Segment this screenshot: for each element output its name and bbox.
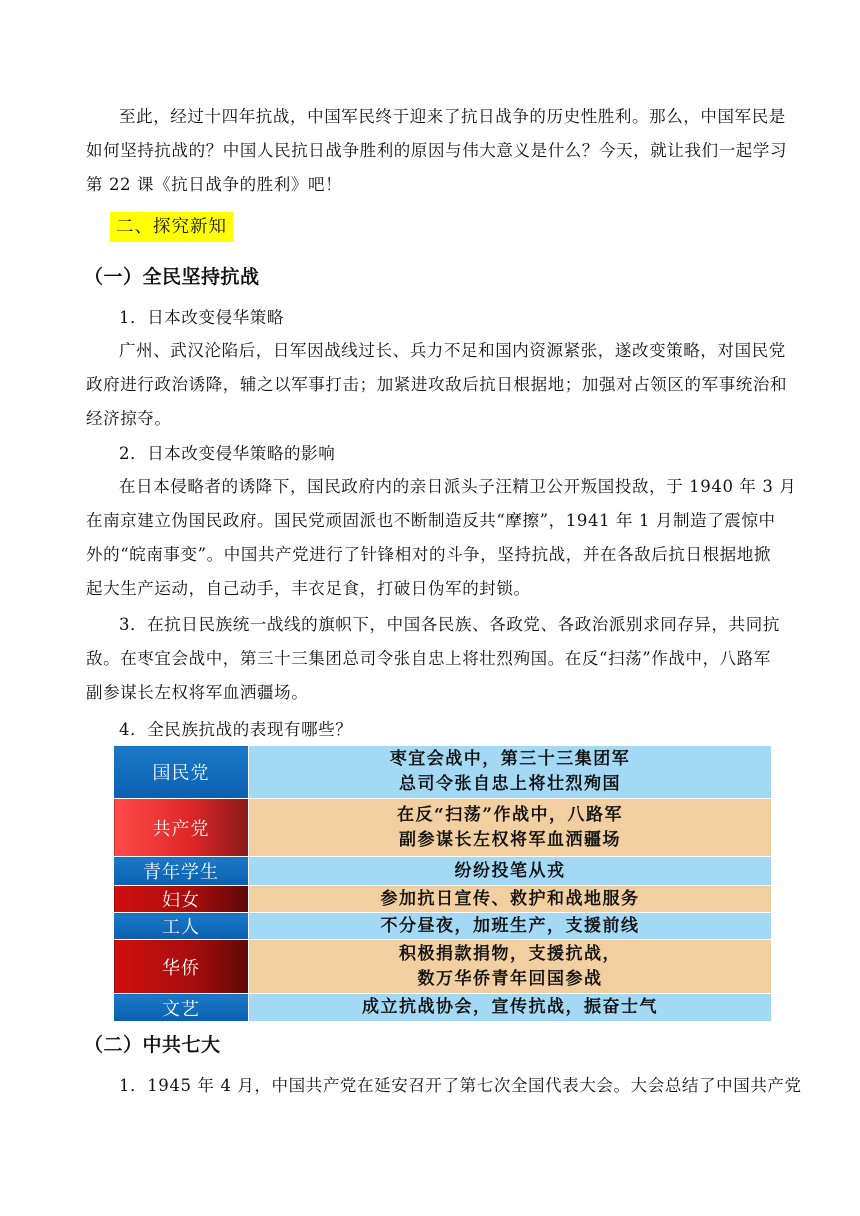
table-row [114,994,772,1022]
item2-line: 外的“皖南事变”。中国共产党进行了针锋相对的斗争，坚持抗战，并在各敌后抗日根据地掀 [86,545,771,564]
description-line: 数万华侨青年回国参战 [417,968,603,989]
table-row [114,857,772,886]
table-row [114,746,772,799]
description-line: 不分昼夜，加班生产，支援前线 [380,915,640,936]
item2-line: 起大生产运动，自己动手，丰衣足食，打破日伪军的封锁。 [86,579,531,598]
description-line: 纷纷投笔从戎 [454,860,566,881]
item2-line: 在南京建立伪国民政府。国民党顽固派也不断制造反共“摩擦”，1941 年 1 月制造了震惊中 [86,511,776,530]
table-row [114,799,772,857]
description-cell [249,746,772,799]
item3-line: 副参谋长左权将军血洒疆场。 [86,683,309,702]
description-line: 副参谋长左权将军血洒疆场 [399,829,621,850]
description-line: 积极捐款捐物，支援抗战， [399,943,621,964]
intro-paragraph [86,100,788,202]
group-cell: 妇女 [114,886,249,913]
item1-paragraph [86,334,788,436]
table-row [114,913,772,940]
table-row [114,940,772,994]
group-cell: 工人 [114,913,249,940]
description-cell [249,913,772,940]
description-cell [249,886,772,913]
intro-line: 如何坚持抗战的？中国人民抗日战争胜利的原因与伟大意义是什么？今天，就让我们一起学习 [86,141,788,160]
item2-line: 在日本侵略者的诱降下，国民政府内的亲日派头子汪精卫公开叛国投敌，于 1940 年 3 月 [119,477,797,496]
item-title-4: 4．全民族抗战的表现有哪些？ [119,720,353,739]
group-cell: 华侨 [114,940,249,994]
description-cell [249,940,772,994]
item1-line: 政府进行政治诱降，辅之以军事打击；加紧进攻敌后抗日根据地；加强对占领区的军事统治和 [86,375,788,394]
resistance-table [113,745,772,1022]
description-cell [249,994,772,1022]
item1-line: 经济掠夺。 [86,409,172,428]
item1-line: 广州、武汉沦陷后，日军因战线过长、兵力不足和国内资源紧张，遂改变策略，对国民党 [119,341,786,360]
description-cell [249,799,772,857]
table-row [114,886,772,913]
intro-line: 第 22 课《抗日战争的胜利》吧！ [86,175,343,194]
group-cell: 青年学生 [114,857,249,886]
item-title-2: 2．日本改变侵华策略的影响 [119,444,336,463]
description-line: 成立抗战协会，宣传抗战，振奋士气 [362,997,658,1017]
group-cell: 国民党 [114,746,249,799]
description-line: 枣宜会战中，第三十三集团军 [389,749,631,769]
item3-line: 3．在抗日民族统一战线的旗帜下，中国各民族、各政党、各政治派别求同存异，共同抗 [119,615,780,634]
description-line: 参加抗日宣传、救护和战地服务 [380,888,640,909]
section-heading-resistance: （一）全民坚持抗战 [84,266,260,288]
section2-item1-line: 1．1945 年 4 月，中国共产党在延安召开了第七次全国代表大会。大会总结了中国共产党 [119,1076,802,1095]
part-heading-explore: 二、探究新知 [110,212,233,242]
group-cell: 共产党 [114,799,249,857]
intro-line: 至此，经过十四年抗战，中国军民终于迎来了抗日战争的历史性胜利。那么，中国军民是 [119,107,786,126]
item3-line: 敌。在枣宜会战中，第三十三集团总司令张自忠上将壮烈殉国。在反“扫荡”作战中，八路军 [86,649,771,668]
description-cell [249,857,772,886]
item2-paragraph [86,470,797,606]
description-line: 总司令张自忠上将壮烈殉国 [399,774,621,794]
item3-paragraph [86,608,780,710]
section-heading-seventh-congress: （二）中共七大 [84,1034,221,1056]
description-line: 在反“扫荡”作战中，八路军 [396,804,624,825]
item-title-1: 1．日本改变侵华策略 [119,308,284,327]
group-cell: 文艺 [114,994,249,1022]
